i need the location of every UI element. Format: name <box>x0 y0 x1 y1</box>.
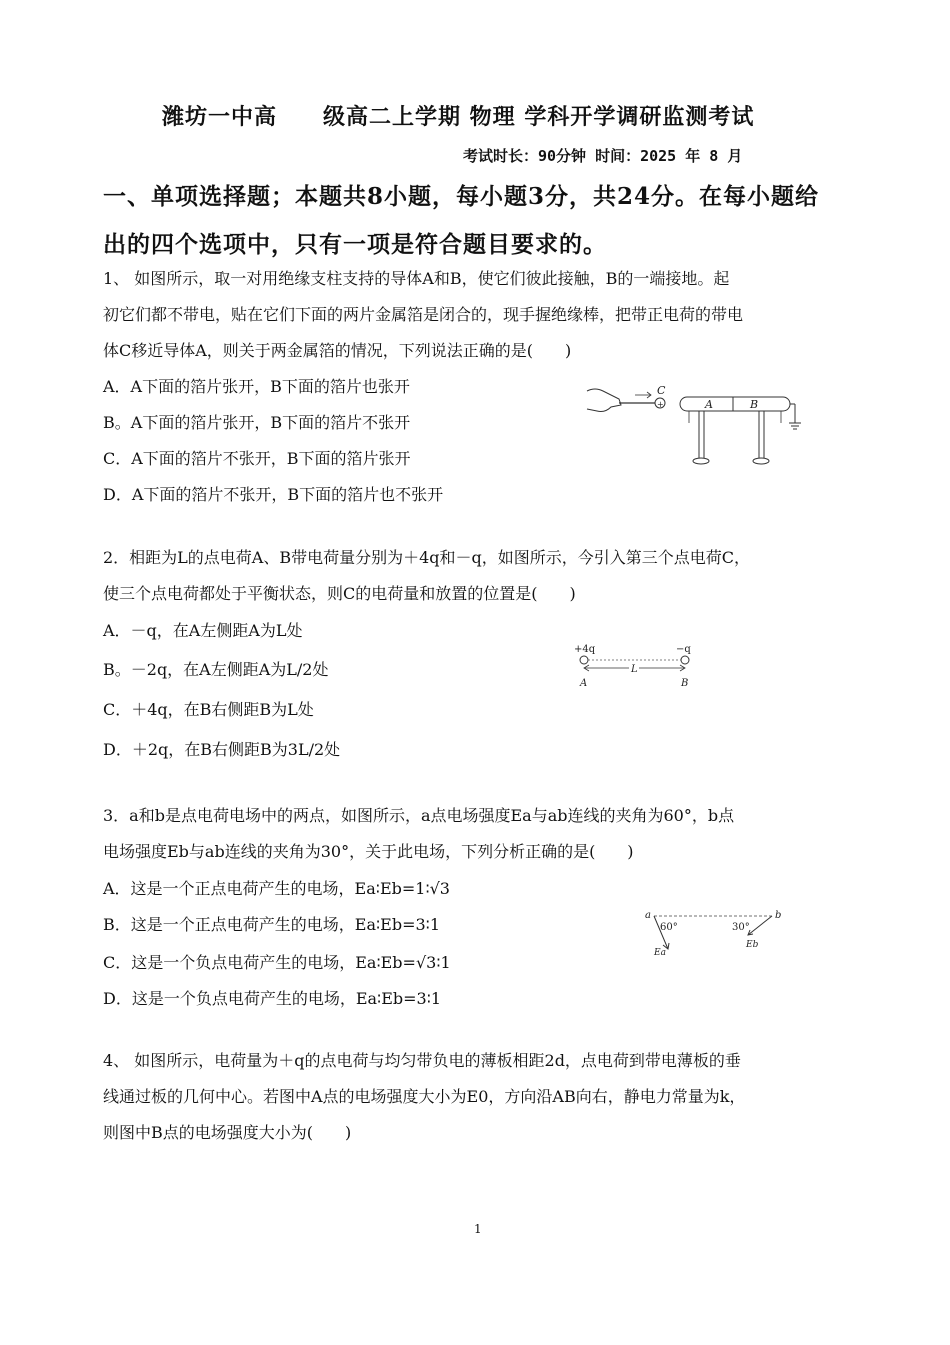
q3-option-c: C．这是一个负点电荷产生的电场，Ea∶Eb=√3∶1 <box>103 953 451 972</box>
label-a: A <box>705 398 713 411</box>
q3-stem-line2: 电场强度Eb与ab连线的夹角为30°，关于此电场，下列分析正确的是( ) <box>103 842 634 861</box>
field-b-vector <box>748 916 772 935</box>
exam-meta: 考试时长：90分钟 时间：2025 年 8 月 <box>463 147 743 165</box>
q1-stem-line2: 初它们都不带电，贴在它们下面的两片金属箔是闭合的，现手握绝缘棒，把带正电荷的带电 <box>103 305 744 324</box>
q3-option-b: B．这是一个正点电荷产生的电场，Ea∶Eb=3∶1 <box>103 915 440 934</box>
q3-stem-line1: 3．a和b是点电荷电场中的两点，如图所示，a点电场强度Ea与ab连线的夹角为60°，b点 <box>103 806 735 825</box>
q4-stem-line1: 4、 如图所示，电荷量为＋q的点电荷与均匀带负电的薄板相距2d，点电荷到带电薄板的垂 <box>103 1051 741 1070</box>
label-b: b <box>775 910 782 921</box>
q2-stem-line1: 2．相距为L的点电荷A、B带电荷量分别为＋4q和－q，如图所示，今引入第三个点电荷C， <box>103 548 751 567</box>
q1-option-b: B。A下面的箔片张开，B下面的箔片不张开 <box>103 413 411 432</box>
q1-figure <box>585 383 810 473</box>
conductor-ab <box>680 397 790 411</box>
q3-figure <box>642 905 792 963</box>
q1-option-a: A．A下面的箔片张开，B下面的箔片也张开 <box>103 377 410 396</box>
q3-option-a: A．这是一个正点电荷产生的电场，Ea∶Eb=1∶√3 <box>103 879 450 898</box>
label-c: C <box>657 384 666 397</box>
q2-option-b: B。－2q，在A左侧距A为L/2处 <box>103 660 329 679</box>
field-a-label: Ea <box>654 948 666 958</box>
distance-label: L <box>631 664 638 675</box>
q1-stem-line1: 1、 如图所示，取一对用绝缘支柱支持的导体A和B，使它们彼此接触，B的一端接地。起 <box>103 269 730 288</box>
label-a: A <box>580 678 588 689</box>
q1-option-c: C．A下面的箔片不张开，B下面的箔片张开 <box>103 449 411 468</box>
charge-b <box>681 656 689 664</box>
q2-option-c: C．＋4q，在B右侧距B为L处 <box>103 700 314 719</box>
q4-stem-line3: 则图中B点的电场强度大小为( ) <box>103 1123 352 1142</box>
q2-figure <box>572 640 702 692</box>
field-b-label: Eb <box>746 940 759 950</box>
q4-stem-line2: 线通过板的几何中心。若图中A点的电场强度大小为E0，方向沿AB向右，静电力常量为k， <box>103 1087 746 1106</box>
q2-option-d: D．＋2q，在B右侧距B为3L/2处 <box>103 740 341 759</box>
q1-stem-line3: 体C移近导体A，则关于两金属箔的情况，下列说法正确的是( ) <box>103 341 572 360</box>
label-b: B <box>750 398 759 411</box>
q2-stem-line2: 使三个点电荷都处于平衡状态，则C的电荷量和放置的位置是( ) <box>103 584 576 603</box>
section-heading-line1: 一、单项选择题；本题共8小题，每小题3分，共24分。在每小题给 <box>103 183 820 210</box>
label-b: B <box>681 678 689 689</box>
section-heading-line2: 出的四个选项中，只有一项是符合题目要求的。 <box>103 231 607 258</box>
charge-a-label: +4q <box>574 644 596 655</box>
angle-a: 60° <box>660 922 678 933</box>
label-a: a <box>645 910 651 921</box>
angle-b: 30° <box>732 922 750 933</box>
charge-a <box>580 656 588 664</box>
page-number: 1 <box>474 1222 482 1236</box>
svg-text:+: + <box>657 400 664 409</box>
q3-option-d: D．这是一个负点电荷产生的电场，Ea∶Eb=3∶1 <box>103 989 442 1008</box>
exam-title: 潍坊一中高 级高二上学期 物理 学科开学调研监测考试 <box>162 104 755 130</box>
hand-icon <box>587 389 621 412</box>
q2-option-a: A．－q，在A左侧距A为L处 <box>103 621 303 640</box>
q1-option-d: D．A下面的箔片不张开，B下面的箔片也不张开 <box>103 485 444 504</box>
charge-b-label: −q <box>676 644 691 655</box>
